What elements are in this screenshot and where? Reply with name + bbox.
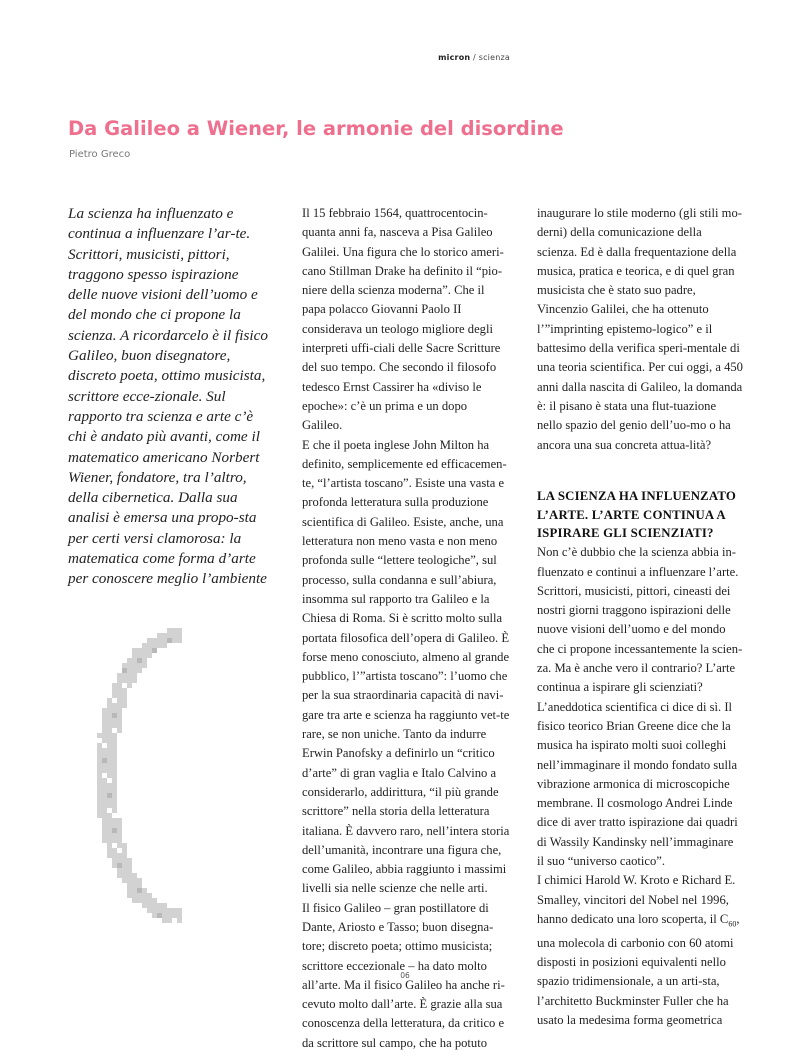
running-header xyxy=(438,53,510,62)
body-column-middle xyxy=(302,204,510,1053)
body-paragraph xyxy=(537,871,743,1030)
header-separator: / xyxy=(470,53,479,62)
paragraph-text: I chimici Harold W. Kroto e Richard E. Smalley, vincitori del Nobel nel 1996, hanno dedicato una loro scoperta, il C xyxy=(537,873,736,926)
article-lead: La scienza ha influenzato e continua a influenzare l’ar-te. Scrittori, musicisti, pittori, traggono spesso ispirazione delle nuove visioni dell’uomo e del mondo che ci propone la scienza. A ricordarcelo è il fisico Galileo, buon disegnatore, discreto poeta, ottimo musicista, scrittore ecce-zionale. Sul rapporto tra scienza e arte c’è chi è andato più avanti, come il matematico americano Norbert Wiener, fondatore, tra l’altro, della cibernetica. Dalla sua analisi è emersa una propo-sta per certi versi clamorosa: la matematica come forma d’arte per conoscere meglio l’ambiente xyxy=(68,205,268,588)
section-heading: LA SCIENZA HA INFLUENZATO L’ARTE. L’ARTE CONTINUA A ISPIRARE GLI SCIENZIATI? xyxy=(537,488,737,541)
body-paragraph: Il 15 febbraio 1564, quattrocentocin-quanta anni fa, nasceva a Pisa Galileo Galilei. Una figura che lo storico ameri-cano Stillman Drake ha definito il “pio-niere della scienza moderna”. Che il papa polacco Giovanni Paolo II considerava un teologo migliore degli interpreti uffi-ciali delle Sacre Scritture del suo tempo. Che secondo il filosofo tedesco Ernst Cassirer ha «diviso le epoche»: c’è un prima e un dopo Galileo. xyxy=(302,206,504,433)
section-name: scienza xyxy=(478,53,510,62)
article-author: Pietro Greco xyxy=(69,149,131,160)
body-paragraph: inaugurare lo stile moderno (gli stili mo-derni) della comunicazione della scienza. Ed è dalla frequentazione della musica, pratica e teorica, e di quel gran musicista che è stato suo padre, Vincenzio Galilei, che ha ottenuto l’”imprinting epistemo-logico” e il battesimo della verifica speri-mentale di una teoria scientifica. Per cui oggi, a 450 anni dalla nascita di Galileo, la domanda è: il pisano è stata una flut-tuazione nello spazio del genio dell’uo-mo o ha ancora una sua concreta attua-lità? xyxy=(537,206,743,452)
body-column-right xyxy=(537,204,743,1030)
article-title: Da Galileo a Wiener, le armonie del disordine xyxy=(68,117,564,140)
page-number: 06 xyxy=(400,971,410,980)
pixel-crescent-illustration xyxy=(92,628,182,924)
brand-name: micron xyxy=(438,53,471,62)
body-paragraph: Non c’è dubbio che la scienza abbia in-fluenzato e continui a influenzare l’arte. Scrittori, musicisti, pittori, cineasti dei nostri giorni traggono ispirazioni delle nuove visioni dell’uomo e del mondo che ci propone incessantemente la scien-za. Ma è anche vero il contrario? L’arte continua a ispirare gli scienziati? xyxy=(537,545,743,695)
paragraph-text: , una molecola di carbonio con 60 atomi disposti in posizioni equivalenti nello spazio tridimensionale, a un arti-sta, l’architetto Buckminster Fuller che ha usato la medesima forma geometrica xyxy=(537,911,740,1027)
body-paragraph: Il fisico Galileo – gran postillatore di Dante, Ariosto e Tasso; buon disegna-tore; discreto poeta; ottimo musicista; scrittore eccezionale – ha dato molto all’arte. Ma il fisico Galileo ha anche ri-cevuto molto dall’arte. È grazie alla sua conoscenza della letteratura, da critico e da scrittore sul campo, che ha potuto xyxy=(302,900,505,1050)
body-paragraph: L’aneddotica scientifica ci dice di sì. Il fisico teorico Brian Greene dice che la musica ha ispirato molti suoi colleghi nell’immaginare il mondo fondato sulla vibrazione armonica di microscopiche membrane. Il cosmologo Andrei Linde dice di aver tratto ispirazione dai quadri di Wassily Kandinsky nell’immaginare il suo “universo caotico”. xyxy=(537,699,738,868)
subscript-60: 60 xyxy=(728,919,737,929)
body-paragraph: E che il poeta inglese John Milton ha definito, semplicemente ed efficacemen-te, “l’artista toscano”. Esiste una vasta e profonda letteratura sulla produzione scientifica di Galileo. Esiste, anche, una letteratura non meno vasta e non meno profonda sulle “lettere teologiche”, sul processo, sulla condanna e sull’abiura, insomma sul rapporto tra Galileo e la Chiesa di Roma. Si è scritto molto sulla portata filosofica dell’opera di Galileo. È forse meno conosciuto, almeno al grande pubblico, l’”artista toscano”: l’uomo che per la sua straordinaria capacità di navi-gare tra arte e scienza ha raggiunto vet-te rare, se non uniche. Tanto da indurre Erwin Panofsky a definirlo un “critico d’arte” di gran vaglia e Italo Calvino a considerarlo, addirittura, “il più grande scrittore” nella storia della letteratura italiana. È davvero raro, nell’intera storia dell’umanità, incontrare una figura che, come Galileo, abbia raggiunto i massimi livelli sia nelle scienze che nelle arti. xyxy=(302,437,510,896)
